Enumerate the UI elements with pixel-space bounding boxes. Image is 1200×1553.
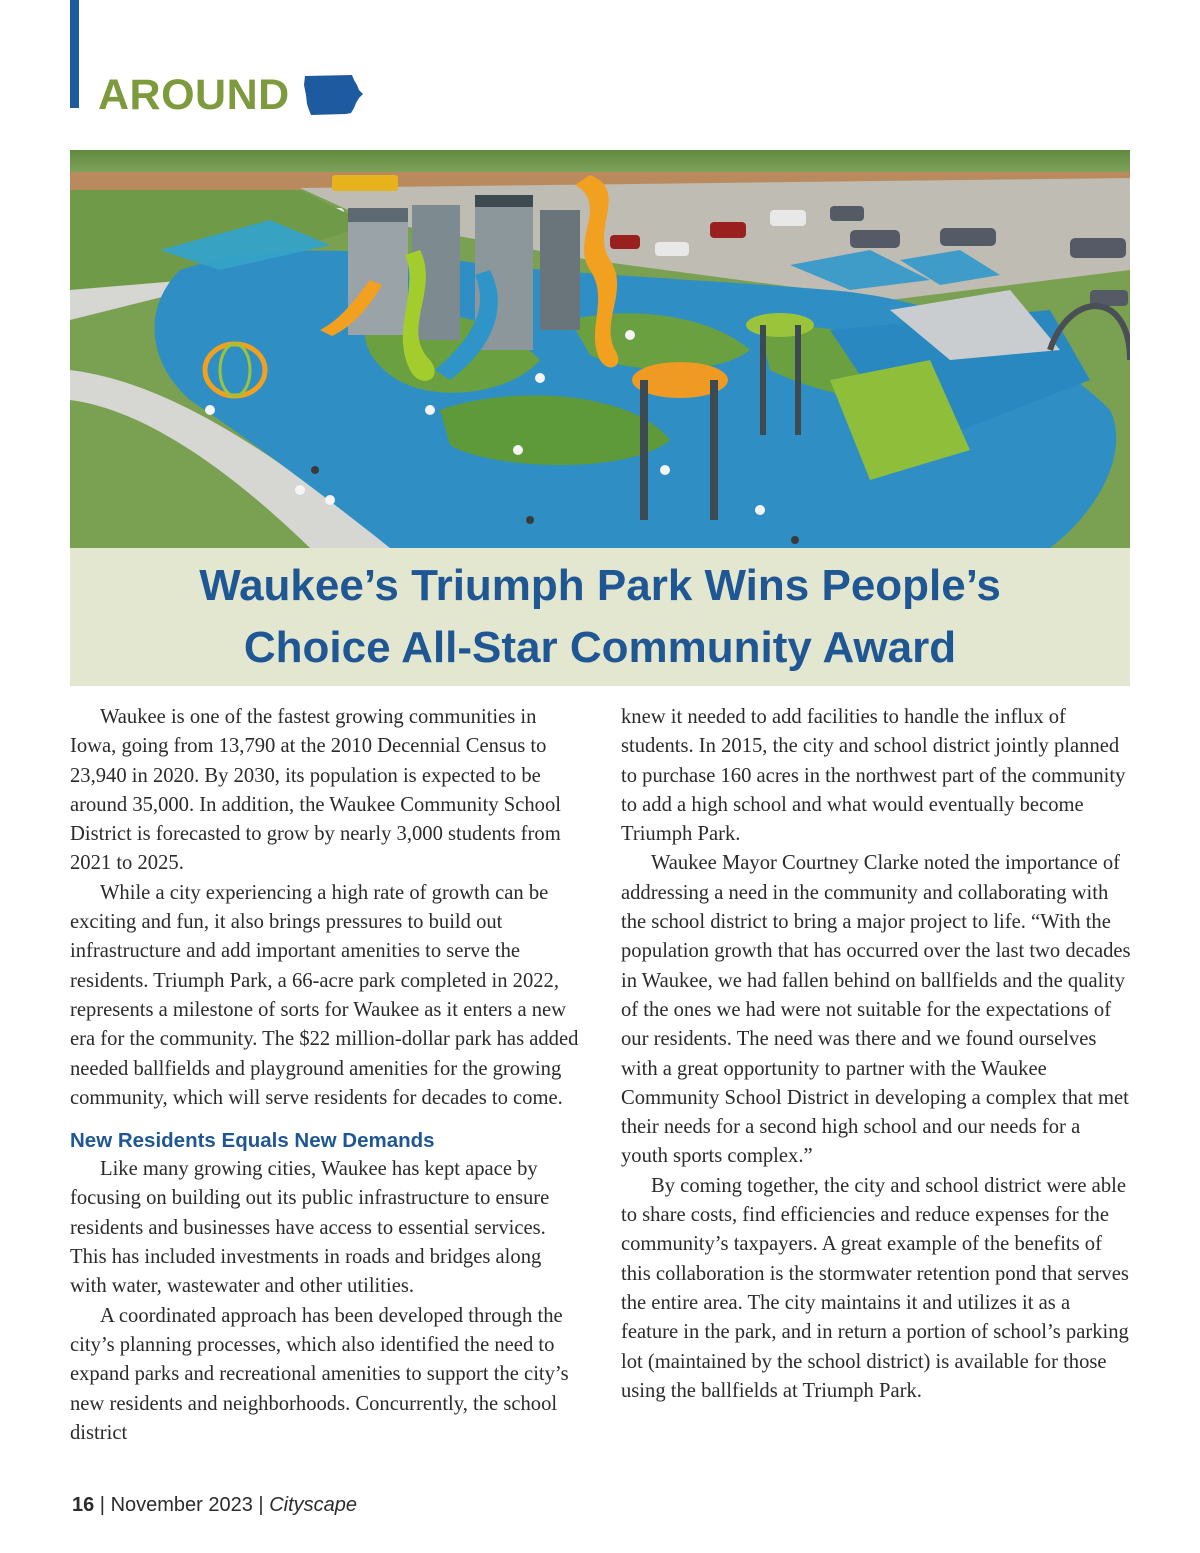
headline-line-2: Choice All-Star Community Award xyxy=(243,623,957,672)
magazine-name: Cityscape xyxy=(269,1494,357,1516)
footer-separator: | xyxy=(252,1494,270,1516)
aerial-playground-photo xyxy=(70,150,1130,548)
paragraph: knew it needed to add facilities to handle the influx of students. In 2015, the city and school district jointly planned to purchase 160 acres in the northwest part of the community to add a high school and what would eventually become Triumph Park. xyxy=(621,706,1126,846)
paragraph: Like many growing cities, Waukee has kept apace by focusing on building out its public infrastructure to ensure residents and businesses have access to essential services. This has included investments in roads and bridges along with water, wastewater and other utilities. xyxy=(70,1158,550,1298)
paragraph: By coming together, the city and school district were able to share costs, find efficiencies and reduce expenses for the community’s taxpayers. A great example of the benefits of this collaboration is the stormwater retention pond that serves the entire area. The city maintains it and utilizes it as a feature in the park, and in return a portion of school’s parking lot (maintained by the school district) is available for those using the ballfields at Triumph Park. xyxy=(621,1174,1129,1402)
paragraph: A coordinated approach has been developed through the city’s planning processes, which also identified the need to expand parks and recreational amenities to support the city’s new residents and neighborhoods. Concurrently, the school district xyxy=(70,1304,569,1444)
section-header xyxy=(98,66,364,124)
paragraph: Waukee Mayor Courtney Clarke noted the importance of addressing a need in the community and collaborating with the school district to bring a major project to life. “With the population growth that has occurred over the last two decades in Waukee, we had fallen behind on ballfields and the quality of the ones we had were not suitable for the expectations of our residents. The need was there and we found ourselves with a great opportunity to partner with the Waukee Community School District in developing a complex that met their needs for a second high school and our needs for a youth sports complex.” xyxy=(621,852,1131,1168)
section-subhead: New Residents Equals New Demands xyxy=(70,1129,435,1153)
iowa-state-icon xyxy=(302,73,364,117)
section-label: AROUND xyxy=(98,70,290,119)
paragraph: Waukee is one of the fastest growing communities in Iowa, going from 13,790 at the 2010 Decennial Census to 23,940 in 2020. By 2030, its population is expected to be around 35,000. In addition, the Waukee Community School District is forecasted to grow by nearly 3,000 students from 2021 to 2025. xyxy=(70,706,562,875)
playground-illustration xyxy=(70,150,1130,548)
left-column xyxy=(70,703,580,1448)
right-column xyxy=(621,703,1131,1406)
page-number: 16 xyxy=(72,1494,95,1516)
article-headline xyxy=(120,555,1080,679)
page-footer xyxy=(72,1494,357,1517)
footer-separator: | xyxy=(94,1494,111,1516)
section-rule xyxy=(70,0,79,108)
headline-band xyxy=(70,548,1130,686)
paragraph: While a city experiencing a high rate of growth can be exciting and fun, it also brings pressures to build out infrastructure and add important amenities to serve the residents. Triumph Park, a 66-acre park completed in 2022, represents a milestone of sorts for Waukee as it enters a new era for the community. The $22 million-dollar park has added needed ballfields and playground amenities for the growing community, which will serve residents for decades to come. xyxy=(70,881,579,1109)
headline-line-1: Waukee’s Triumph Park Wins People’s xyxy=(199,561,1001,610)
issue-date: November 2023 xyxy=(110,1494,253,1516)
